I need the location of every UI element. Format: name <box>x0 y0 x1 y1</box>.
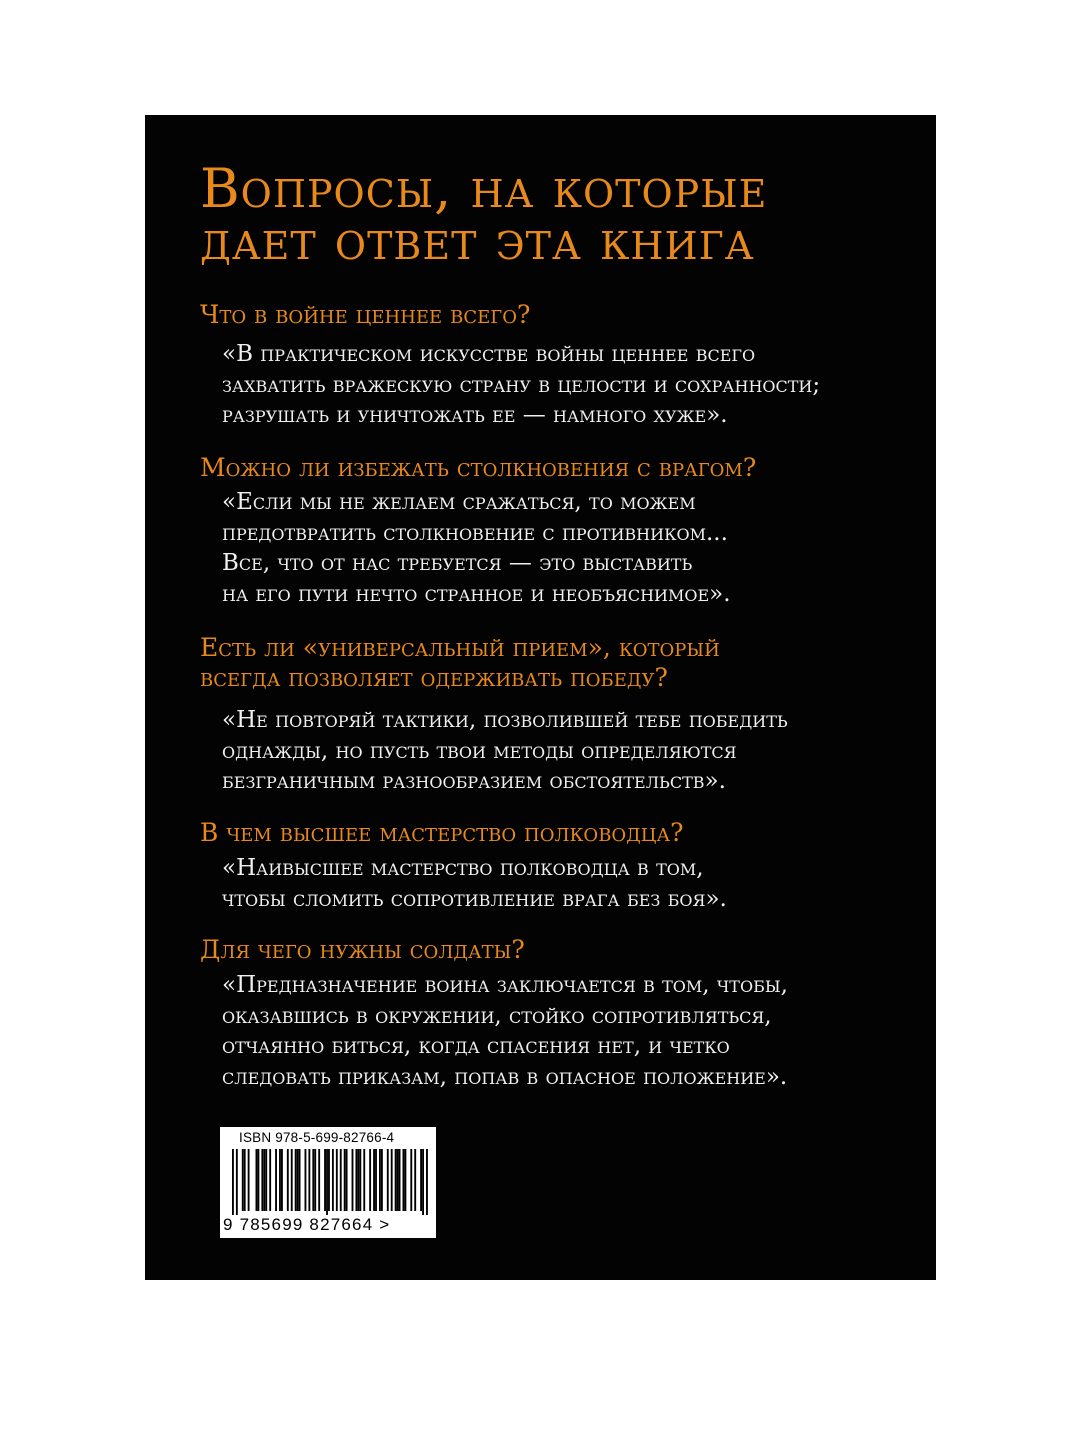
barcode-bar <box>248 1149 250 1211</box>
isbn-barcode <box>220 1127 436 1238</box>
barcode-bar <box>244 1149 246 1211</box>
question-2 <box>200 453 756 483</box>
barcode-bar <box>410 1149 412 1211</box>
question-5 <box>200 935 525 965</box>
answer-5 <box>222 970 788 1092</box>
answer-line: отчаянно биться, когда спасения нет, и четко <box>222 1033 730 1059</box>
answer-line: «Наивысшее мастерство полководца в том, <box>222 855 704 881</box>
barcode-bar <box>263 1149 265 1211</box>
barcode-bar <box>426 1149 428 1215</box>
barcode-bar <box>336 1149 338 1211</box>
barcode-bar <box>359 1149 361 1211</box>
barcode-bar <box>373 1149 375 1211</box>
answer-line: Все, что от нас требуется — это выставить <box>222 550 693 576</box>
answer-line: безграничным разнообразием обстоятельств». <box>222 768 726 794</box>
question-3 <box>200 633 720 693</box>
question-line: В чем высшее мастерство полководца? <box>200 818 684 847</box>
barcode-bar <box>379 1149 381 1211</box>
barcode-bar <box>281 1149 283 1211</box>
barcode-bar <box>297 1149 299 1211</box>
answer-line: «В практическом искусстве войны ценнее всего <box>222 341 756 367</box>
barcode-bar <box>279 1149 281 1211</box>
barcode-bar <box>265 1149 267 1211</box>
answer-4 <box>222 853 727 914</box>
barcode-bar <box>381 1149 383 1211</box>
barcode-bar <box>414 1149 416 1211</box>
barcode-bars <box>232 1149 428 1215</box>
barcode-bar <box>236 1149 238 1215</box>
barcode-bar <box>391 1149 393 1211</box>
question-1 <box>200 300 530 330</box>
barcode-bar <box>357 1149 359 1211</box>
answer-line: «Предназначение воина заключается в том, чтобы, <box>222 972 788 998</box>
barcode-bar <box>328 1149 330 1211</box>
barcode-bar <box>404 1149 406 1211</box>
barcode-bar <box>257 1149 259 1211</box>
barcode-bar <box>340 1149 342 1211</box>
answer-line: однажды, но пусть твои методы определяются <box>222 737 737 764</box>
barcode-digits: 9 785699 827664 > <box>223 1215 391 1234</box>
barcode-bar <box>275 1149 277 1211</box>
barcode-bar <box>397 1149 399 1211</box>
barcode-bar <box>269 1149 271 1211</box>
answer-3 <box>222 705 788 797</box>
barcode-bar <box>395 1149 397 1211</box>
answer-2 <box>222 487 731 609</box>
answer-line: «Если мы не желаем сражаться, то можем <box>222 489 696 515</box>
question-line: Для чего нужны солдаты? <box>200 935 525 964</box>
answer-line: разрушать и уничтожать ее — намного хуже». <box>222 402 728 428</box>
barcode-bar <box>387 1149 389 1211</box>
barcode-bar <box>344 1149 346 1211</box>
question-line: всегда позволяет одерживать победу? <box>200 663 668 692</box>
barcode-bar <box>299 1149 301 1211</box>
barcode-bar <box>355 1149 357 1211</box>
barcode-bar <box>314 1149 316 1211</box>
barcode-bar <box>422 1149 424 1215</box>
cover-title <box>200 157 900 272</box>
barcode-bar <box>305 1149 307 1211</box>
barcode-bar <box>287 1149 289 1211</box>
answer-line: следовать приказам, попав в опасное положение». <box>222 1063 788 1090</box>
barcode-bar <box>318 1149 320 1211</box>
answer-line: предотвратить столкновение с противником... <box>222 519 728 546</box>
answer-line: «Не повторяй тактики, позволившей тебе победить <box>222 707 788 733</box>
answer-line: оказавшись в окружении, стойко сопротивляться, <box>222 1002 772 1029</box>
barcode-bar <box>363 1149 365 1211</box>
question-line: Что в войне ценнее всего? <box>200 300 531 329</box>
answer-line: чтобы сломить сопротивление врага без боя». <box>222 885 727 912</box>
book-back-cover <box>145 115 936 1280</box>
barcode-bar <box>242 1149 244 1211</box>
cover-title-line-2: дает ответ эта книга <box>200 209 755 272</box>
barcode-bar <box>256 1149 258 1211</box>
barcode-bar <box>312 1149 314 1211</box>
barcode-bar <box>332 1149 334 1211</box>
question-line: Можно ли избежать столкновения с врагом? <box>200 453 757 482</box>
answer-line: захватить вражескую страну в целости и сохранности; <box>222 371 821 398</box>
barcode-bar <box>326 1149 328 1215</box>
question-4 <box>200 818 684 848</box>
barcode-bar <box>403 1149 405 1211</box>
cover-title-line-1: Вопросы, на которые <box>200 157 768 220</box>
question-line: Есть ли «универсальный прием», который <box>200 633 720 662</box>
answer-1 <box>222 339 820 431</box>
barcode-bar <box>324 1149 326 1211</box>
barcode-bar <box>352 1149 354 1211</box>
barcode-bar <box>232 1149 234 1215</box>
barcode-bar <box>295 1149 297 1211</box>
barcode-bar <box>375 1149 377 1211</box>
barcode-bar <box>420 1149 422 1211</box>
barcode-bar <box>346 1149 348 1211</box>
barcode-bar <box>308 1149 310 1211</box>
isbn-label: ISBN 978-5-699-82766-4 <box>239 1130 395 1145</box>
barcode-bar <box>261 1149 263 1211</box>
barcode-bar <box>369 1149 371 1211</box>
barcode-bar <box>399 1149 401 1211</box>
answer-line: на его пути нечто странное и необъяснимое». <box>222 580 731 607</box>
barcode-bar <box>291 1149 293 1211</box>
